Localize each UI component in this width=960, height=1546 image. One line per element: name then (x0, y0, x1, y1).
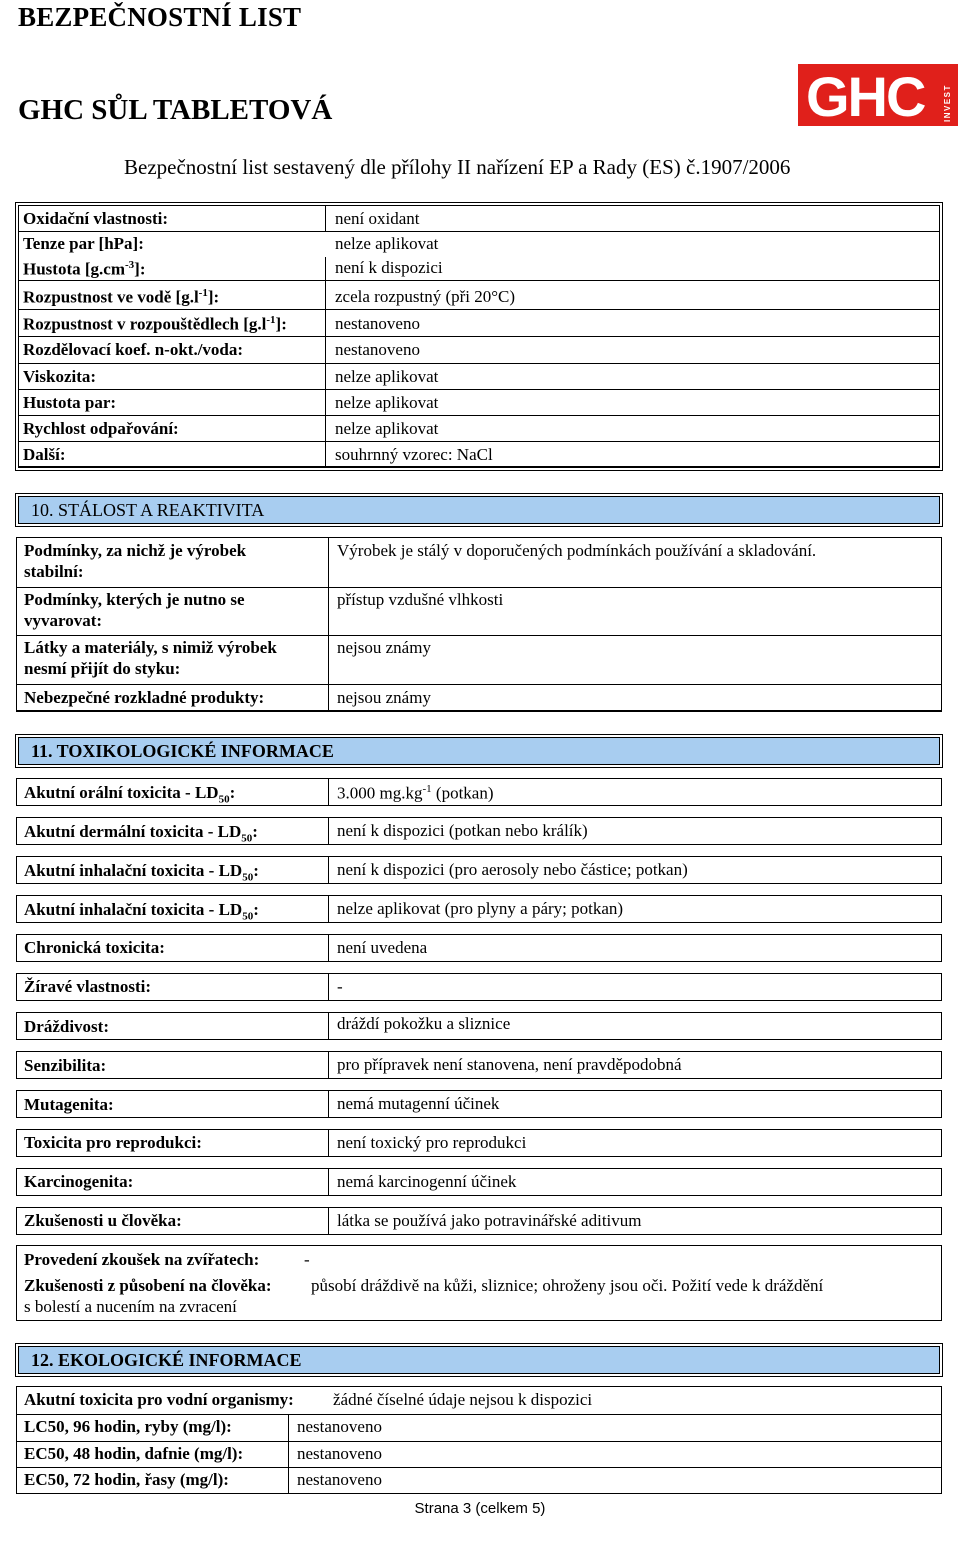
svg-text:INVEST: INVEST (943, 84, 952, 122)
product-name: GHC SŮL TABLETOVÁ (18, 94, 333, 126)
properties-table (18, 205, 940, 468)
toxicity-row: Mutagenita: nemá mutagenní účinek (16, 1090, 942, 1118)
table-row: Rozdělovací koef. n-okt./voda: nestanoveno (19, 337, 939, 364)
page-number: Strana 3 (celkem 5) (414, 1500, 546, 1517)
section-10-header: 10. STÁLOST A REAKTIVITA (18, 496, 940, 524)
table-row: Hustota $[g.cm^{-3}]$: není k dispozici (19, 257, 939, 281)
toxicity-row: Senzibilita: pro přípravek není stanovena, není pravděpodobná (16, 1051, 942, 1079)
stability-table (16, 537, 942, 712)
toxicity-row: Akutní orální toxicita - $LD_{50}$: 3.000 $mg.kg^{-1}$ (potkan) (16, 778, 942, 806)
svg-text:GHC: GHC (806, 65, 925, 126)
toxicity-row: Akutní inhalační toxicita - $LD_{50}$: není k dispozici (pro aerosoly nebo částice; potkan) (16, 856, 942, 884)
regulation-note: Bezpečnostní list sestavený dle přílohy II nařízení EP a Rady (ES) č.1907/2006 (124, 155, 791, 179)
toxicity-row: Akutní dermální toxicita - $LD_{50}$: není k dispozici (potkan nebo králík) (16, 817, 942, 845)
table-row: Nebezpečné rozkladné produkty: nejsou známy (17, 685, 941, 711)
table-row: Rozpustnost v rozpouštědlech $[g.l^{-1}]$: nestanoveno (19, 310, 939, 337)
table-row: Hustota par: nelze aplikovat (19, 390, 939, 416)
table-row: Tenze par [hPa]: nelze aplikovat (23, 234, 439, 253)
table-row: Oxidační vlastnosti: není oxidant (19, 206, 939, 232)
table-row: Další: souhrnný vzorec: NaCl (19, 442, 939, 467)
table-row: Podmínky, kterých je nutno se vyvarovat: přístup vzdušné vlhkosti (17, 588, 941, 636)
company-logo (798, 64, 958, 126)
toxicity-row: Karcinogenita: nemá karcinogenní účinek (16, 1168, 942, 1196)
toxicity-row: Akutní inhalační toxicita - $LD_{50}$: nelze aplikovat (pro plyny a páry; potkan) (16, 895, 942, 923)
table-row: Látky a materiály, s nimiž výrobek nesmí přijít do styku: nejsou známy (17, 636, 941, 685)
toxicity-row: Chronická toxicita: není uvedena (16, 934, 942, 962)
toxicity-row: Zkušenosti u člověka: látka se používá jako potravinářské aditivum (16, 1207, 942, 1235)
section-11-header: 11. TOXIKOLOGICKÉ INFORMACE (18, 737, 940, 765)
toxicity-row: Žíravé vlastnosti: - (16, 973, 942, 1001)
document-type: BEZPEČNOSTNÍ LIST (18, 2, 302, 32)
toxicity-row: Toxicita pro reprodukci: není toxický pro reprodukci (16, 1129, 942, 1157)
table-row: Viskozita: nelze aplikovat (19, 364, 939, 390)
ecology-table: Akutní toxicita pro vodní organismy: žádné číselné údaje nejsou k dispozici LC50, 96 hodin, ryby (mg/l): nestanoveno EC50, 48 hodin, dafnie (mg/l): nestanoveno EC50, 72 hodin, řasy (mg/l): nestanoveno (16, 1386, 942, 1494)
table-row: Rychlost odpařování: nelze aplikovat (19, 416, 939, 442)
section-12-header: 12. EKOLOGICKÉ INFORMACE (18, 1346, 940, 1374)
human-experience-box: Provedení zkoušek na zvířatech: - Zkušenosti z působení na člověka: působí dráždivě na kůži, sliznice; ohroženy jsou oči. Požití vede k dráždění s bolestí a nucením na zvracení (16, 1245, 942, 1321)
toxicity-row: Dráždivost: dráždí pokožku a sliznice (16, 1012, 942, 1040)
table-row: Rozpustnost ve vodě $[g.l^{-1}]$: zcela rozpustný (při 20°C) (19, 281, 939, 310)
table-row: Podmínky, za nichž je výrobek stabilní: Výrobek je stálý v doporučených podmínkách používání a skladování. (17, 538, 941, 588)
